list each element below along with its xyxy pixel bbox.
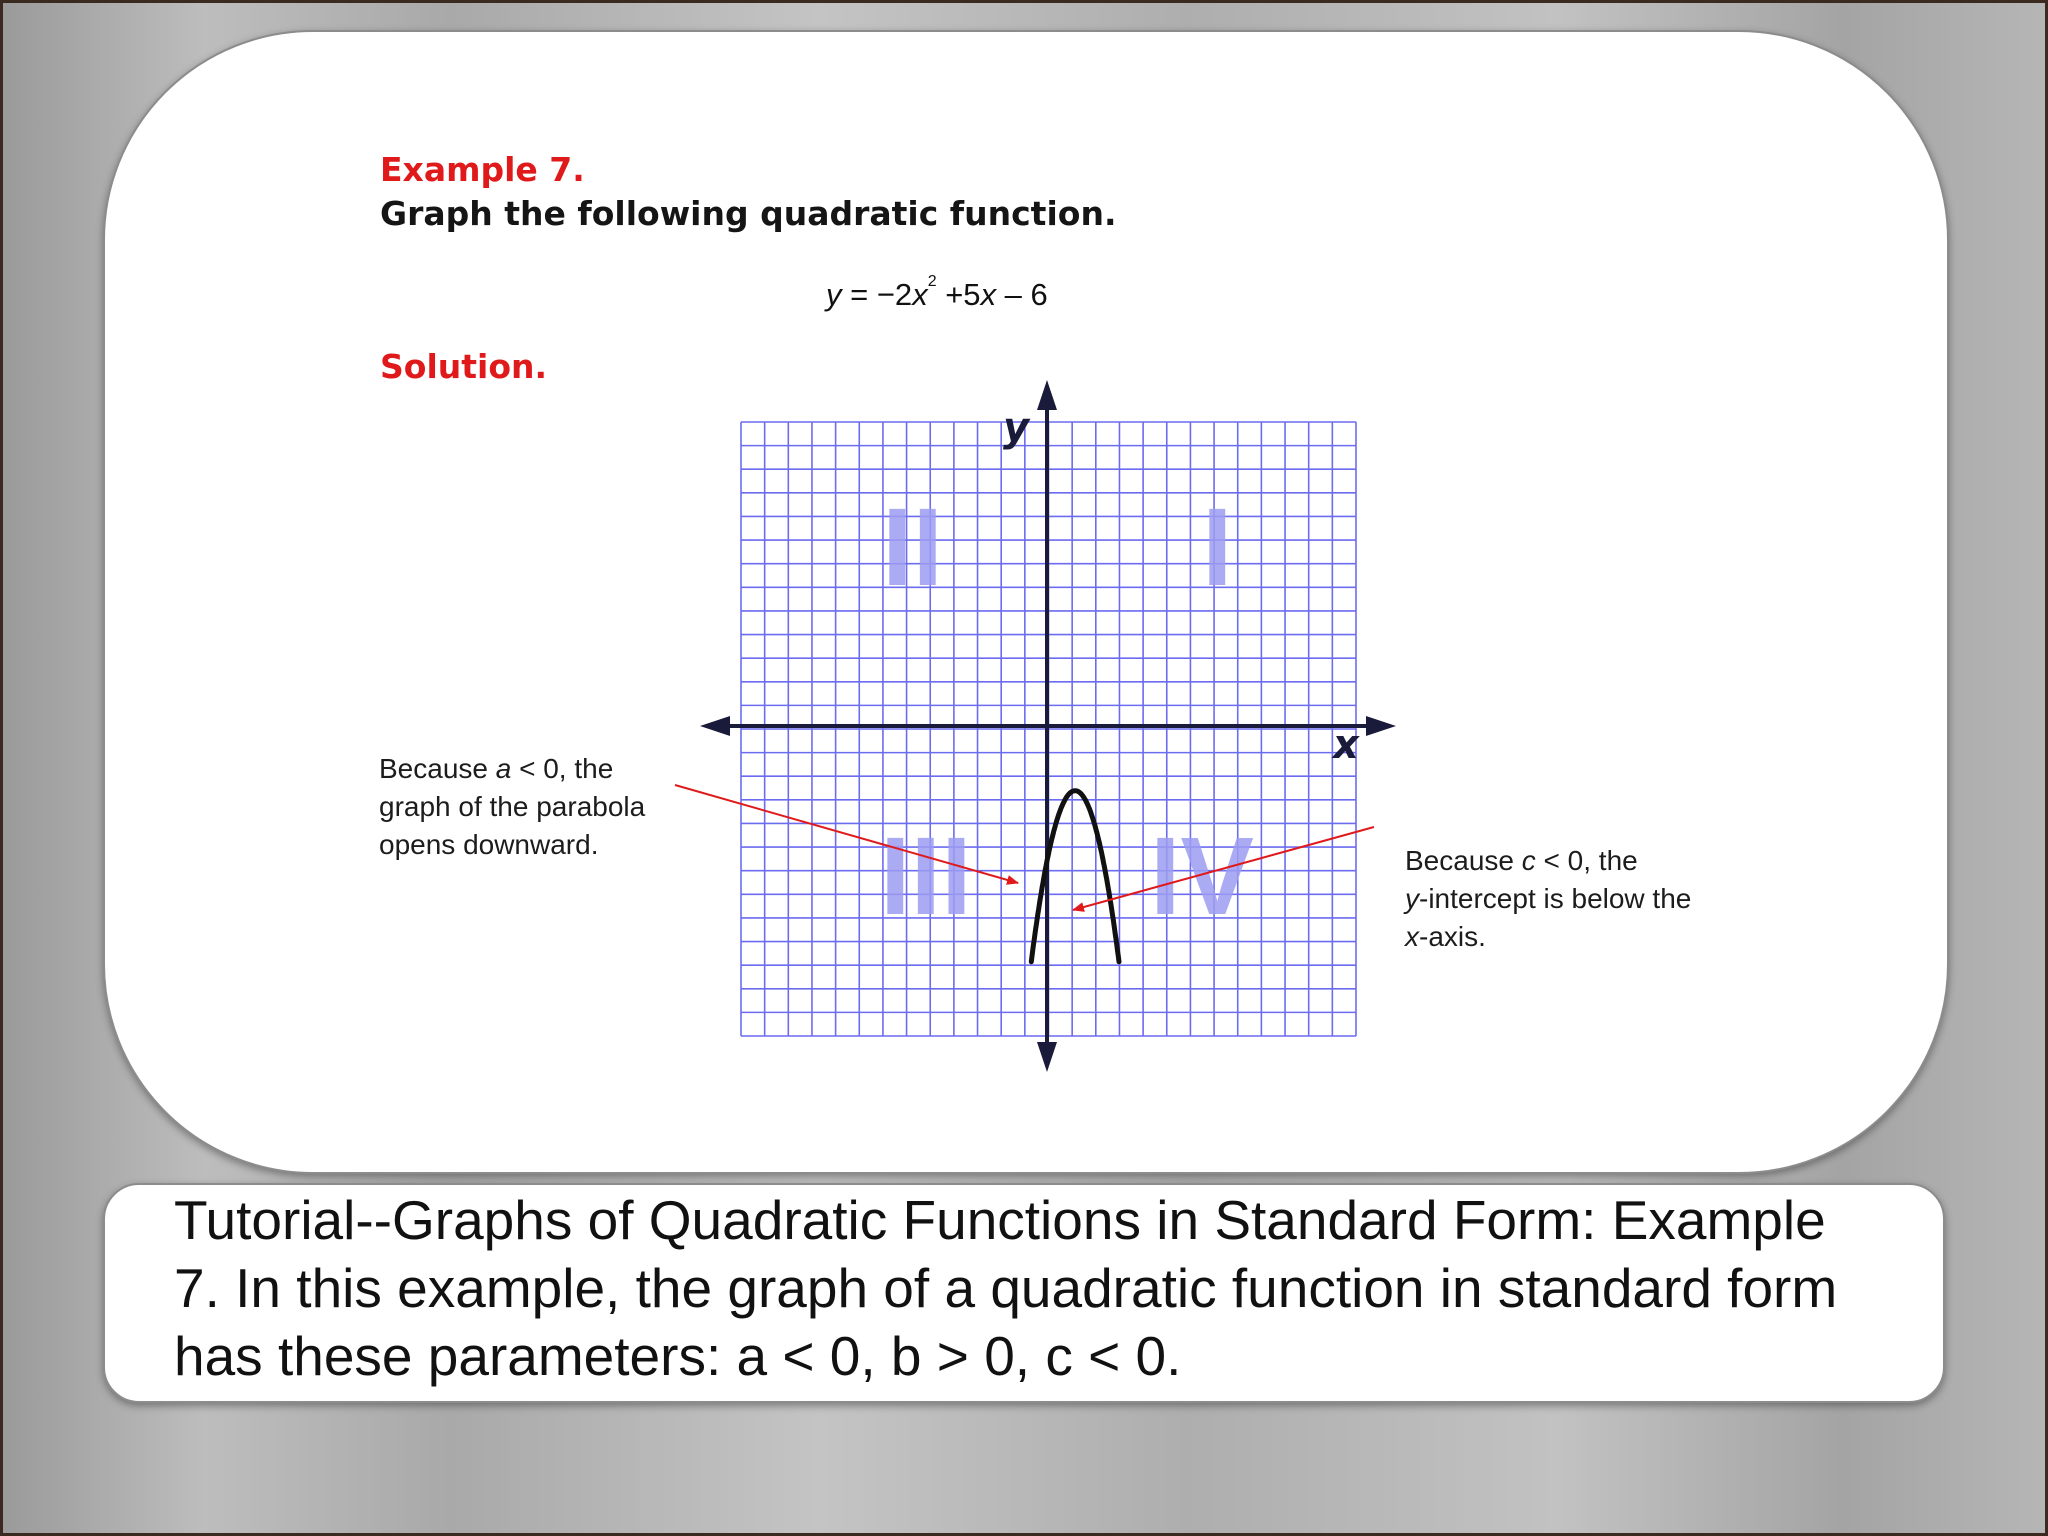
note-c-negative <box>1405 842 1691 956</box>
note-left-line3: opens downward. <box>379 829 599 860</box>
note-left-var: a <box>495 753 512 784</box>
note-left-post: < 0, the <box>511 753 614 784</box>
note-left-pre: Because <box>379 753 496 784</box>
note-right-post: < 0, the <box>1535 845 1638 876</box>
equation-y: y <box>826 277 842 312</box>
caption-box <box>103 1183 1945 1403</box>
quadrant-label-2: II <box>882 486 944 609</box>
note-left-line2: graph of the parabola <box>379 791 646 822</box>
task-heading: Graph the following quadratic function. <box>380 194 1117 233</box>
caption-text: Tutorial--Graphs of Quadratic Functions in Standard Form: Example 7. In this example, the graph of a quadratic function in standard form has these parameters: a < 0, b > 0, c < 0. <box>174 1189 1838 1387</box>
equation-lead: = −2 <box>841 277 913 312</box>
equation-exponent: 2 <box>927 273 937 290</box>
note-right-var-y: y <box>1405 883 1419 914</box>
example-heading: Example 7. <box>380 150 585 189</box>
y-axis-top-arrowhead <box>1037 380 1057 410</box>
quadrant-label-3: III <box>880 815 972 938</box>
note-left-line1 <box>379 750 645 788</box>
quadrant-label-4: IV <box>1150 815 1254 938</box>
note-right-var-x: x <box>1405 921 1419 952</box>
equation-x-linear: x <box>980 277 997 312</box>
y-axis-label: y <box>1003 405 1030 451</box>
equation-constant: – 6 <box>996 277 1048 312</box>
quadrant-label-1: I <box>1202 486 1233 609</box>
equation-linear: +5 <box>936 277 981 312</box>
note-right-line2-text: -intercept is below the <box>1419 883 1692 914</box>
note-right-line1 <box>1405 842 1691 880</box>
note-right-pre: Because <box>1405 845 1522 876</box>
note-right-line3-text: -axis. <box>1419 921 1486 952</box>
parabola-curve <box>1031 791 1119 962</box>
note-right-line2 <box>1405 880 1691 918</box>
x-axis-label: x <box>1333 722 1359 768</box>
note-right-var-c: c <box>1521 845 1536 876</box>
y-axis-bottom-arrowhead <box>1037 1042 1057 1072</box>
note-a-negative <box>379 750 645 864</box>
equation-x: x <box>912 277 928 312</box>
solution-heading: Solution. <box>380 347 548 386</box>
x-axis-right-arrowhead <box>1366 716 1396 736</box>
note-right-line3 <box>1405 918 1691 956</box>
x-axis-left-arrowhead <box>700 716 730 736</box>
